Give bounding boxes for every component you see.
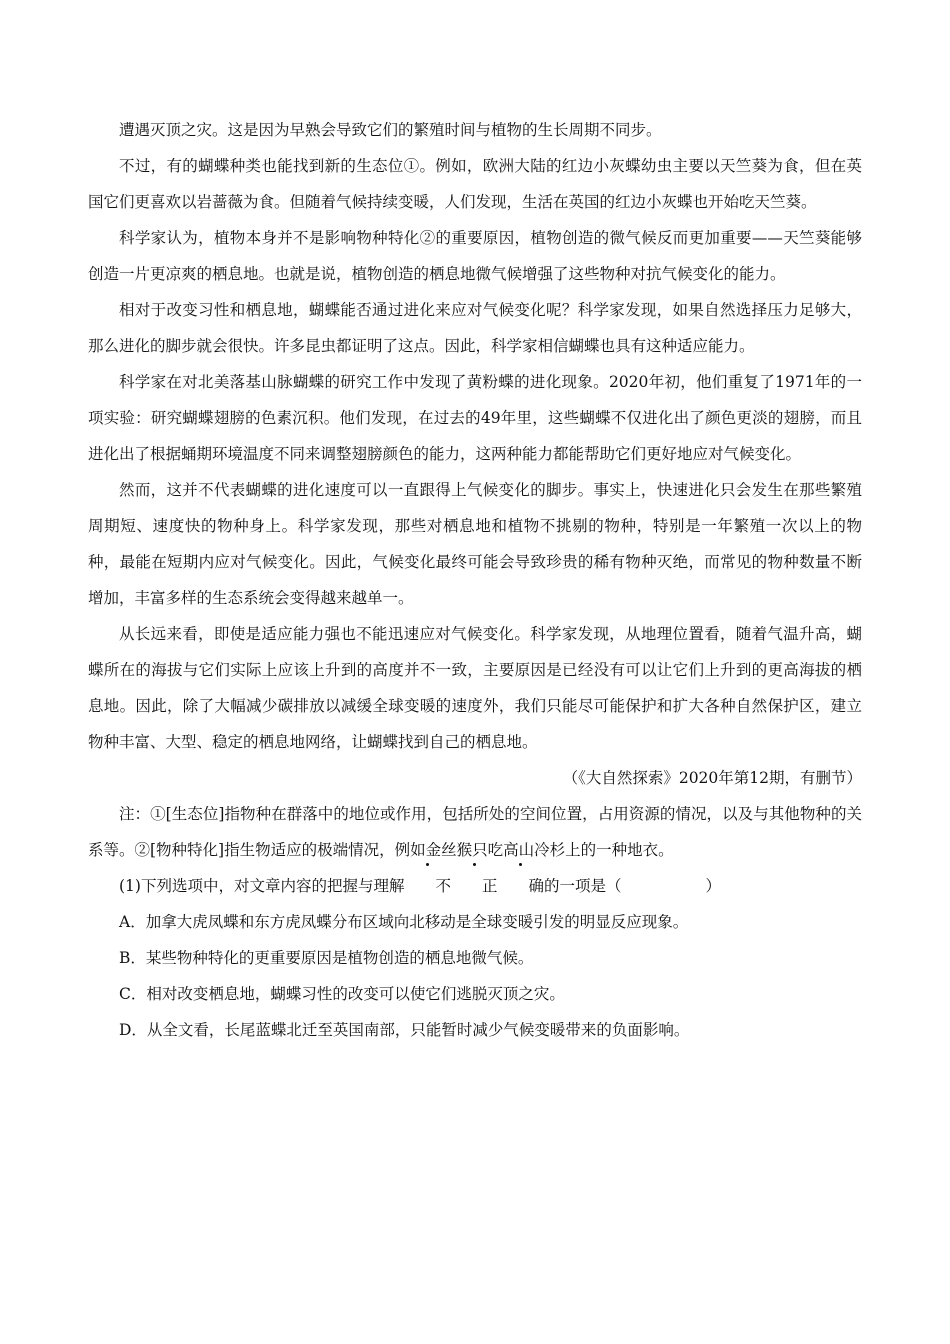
paragraph-6: 然而，这并不代表蝴蝶的进化速度可以一直跟得上气候变化的脚步。事实上，快速进化只会发生在那些繁殖周期短、速度快的物种身上。科学家发现，那些对栖息地和植物不挑剔的物种，特别是一年繁殖一次以上的物种，最能在短期内应对气候变化。因此，气候变化最终可能会导致珍贵的稀有物种灭绝，而常见的物种数量不断增加，丰富多样的生态系统会变得越来越单一。 — [88, 481, 862, 607]
paragraph-7: 从长远来看，即使是适应能力强也不能迅速应对气候变化。科学家发现，从地理位置看，随着气温升高，蝴蝶所在的海拔与它们实际上应该上升到的高度并不一致，主要原因是已经没有可以让它们上升到的更高海拔的栖息地。因此，除了大幅减少碳排放以减缓全球变暖的速度外，我们只能尽可能保护和扩大各种自然保护区，建立物种丰富、大型、稳定的栖息地网络，让蝴蝶找到自己的栖息地。 — [88, 625, 862, 751]
question-close: ） — [705, 877, 722, 895]
option-b: B．某些物种特化的更重要原因是植物创造的栖息地微气候。 — [119, 949, 534, 967]
option-c: C．相对改变栖息地，蝴蝶习性的改变可以使它们逃脱灭顶之灾。 — [119, 985, 565, 1003]
paragraph-2: 不过，有的蝴蝶种类也能找到新的生态位①。例如，欧洲大陆的红边小灰蝶幼虫主要以天竺葵为食，但在英国它们更喜欢以岩蔷薇为食。但随着气候持续变暖，人们发现，生活在英国的红边小灰蝶也开始吃天竺葵。 — [88, 157, 862, 211]
emphasis-char-3: 确 — [498, 868, 545, 904]
paragraph-4: 相对于改变习性和栖息地，蝴蝶能否通过进化来应对气候变化呢？科学家发现，如果自然选择压力足够大，那么进化的脚步就会很快。许多昆虫都证明了这点。因此，科学家相信蝴蝶也具有这种适应能力。 — [88, 301, 862, 355]
paragraph-3: 科学家认为，植物本身并不是影响物种特化②的重要原因，植物创造的微气候反而更加重要——天竺葵能够创造一片更凉爽的栖息地。也就是说，植物创造的栖息地微气候增强了这些物种对抗气候变化的能力。 — [88, 229, 862, 283]
emphasis-char-2: 正 — [451, 868, 498, 904]
paragraph-1: 遭遇灭顶之灾。这是因为早熟会导致它们的繁殖时间与植物的生长周期不同步。 — [119, 121, 662, 139]
footnote: 注：①[生态位]指物种在群落中的地位或作用，包括所处的空间位置，占用资源的情况，以及与其他物种的关系等。②[物种特化]指生物适应的极端情况，例如金丝猴只吃高山冷杉上的一种地衣。 — [88, 805, 862, 859]
question-prefix: (1)下列选项中，对文章内容的把握与理解 — [119, 877, 405, 895]
article-body — [88, 112, 862, 1048]
source-citation: （《大自然探索》2020年第12期，有删节） — [562, 769, 862, 787]
emphasis-char-1: 不 — [404, 868, 451, 904]
question-suffix: 的一项是（ — [544, 877, 622, 895]
emphasized-text — [404, 877, 544, 895]
question-1 — [88, 868, 862, 904]
option-d: D．从全文看，长尾蓝蝶北迁至英国南部，只能暂时减少气候变暖带来的负面影响。 — [119, 1021, 690, 1039]
option-a: A．加拿大虎凤蝶和东方虎凤蝶分布区域向北移动是全球变暖引发的明显反应现象。 — [119, 913, 689, 931]
paragraph-5: 科学家在对北美落基山脉蝴蝶的研究工作中发现了黄粉蝶的进化现象。2020年初，他们重复了1971年的一项实验：研究蝴蝶翅膀的色素沉积。他们发现，在过去的49年里，这些蝴蝶不仅进化出了颜色更淡的翅膀，而且进化出了根据蛹期环境温度不同来调整翅膀颜色的能力，这两种能力都能帮助它们更好地应对气候变化。 — [88, 373, 862, 463]
